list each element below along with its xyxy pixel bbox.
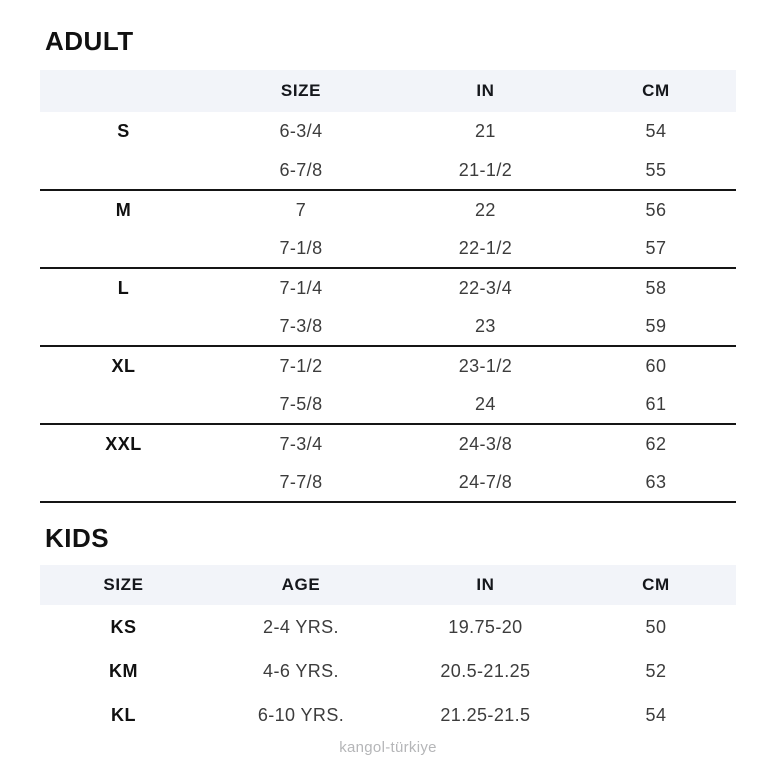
col-header-blank (40, 70, 207, 112)
cell-in: 22-3/4 (458, 277, 513, 298)
cell-in: 23 (475, 315, 496, 336)
cell-cm: 60 (645, 355, 667, 376)
table-row (40, 463, 736, 502)
cell-in: 23-1/2 (458, 355, 513, 376)
table-row (40, 307, 736, 346)
cell-in: 21-1/2 (458, 159, 513, 180)
col-header-age: AGE (207, 565, 395, 605)
cell-in: 24 (475, 393, 496, 414)
table-row (40, 649, 736, 693)
table-row (40, 112, 736, 151)
cell-size: 7-1/2 (279, 355, 323, 376)
col-header-size: SIZE (207, 70, 395, 112)
cell-cm: 63 (645, 471, 667, 492)
col-header-in: IN (395, 565, 576, 605)
cell-size: 7-3/4 (279, 433, 323, 454)
size-label-blank (40, 151, 207, 190)
cell-cm: 50 (645, 616, 667, 637)
header-row (40, 565, 736, 605)
col-header-size: SIZE (40, 565, 207, 605)
size-group-m (40, 190, 736, 268)
cell-cm: 55 (645, 159, 667, 180)
size-group-l (40, 268, 736, 346)
adult-size-table (40, 70, 736, 503)
kids-size-table (40, 565, 736, 737)
cell-in: 24-3/8 (458, 433, 513, 454)
cell-age: 4-6 YRS. (263, 660, 339, 681)
size-group-xxl (40, 424, 736, 502)
cell-in: 22 (475, 199, 496, 220)
cell-cm: 54 (645, 121, 667, 141)
cell-cm: 54 (645, 704, 667, 725)
size-group-xl (40, 346, 736, 424)
table-row (40, 385, 736, 424)
cell-cm: 57 (645, 237, 667, 258)
kids-table-body (40, 605, 736, 737)
cell-cm: 58 (645, 277, 667, 298)
cell-age: 6-10 YRS. (257, 704, 345, 725)
size-label: KL (111, 704, 137, 725)
adult-section-title: ADULT (45, 26, 134, 56)
size-label-blank (40, 229, 207, 268)
cell-in: 19.75-20 (448, 616, 523, 637)
cell-in: 24-7/8 (458, 471, 513, 492)
size-label: XL (111, 355, 136, 376)
table-row (40, 190, 736, 229)
size-label-blank (40, 385, 207, 424)
size-label: M (115, 199, 132, 220)
table-row (40, 424, 736, 463)
size-label: L (117, 277, 130, 298)
cell-in: 20.5-21.25 (440, 660, 531, 681)
size-label: KS (110, 616, 137, 637)
cell-cm: 61 (645, 393, 667, 414)
cell-size: 7-5/8 (279, 393, 323, 414)
size-label: S (117, 121, 130, 141)
cell-in: 21.25-21.5 (440, 704, 531, 725)
kids-section-title: KIDS (45, 523, 110, 553)
cell-cm: 59 (645, 315, 667, 336)
cell-size: 6-7/8 (279, 159, 323, 180)
cell-in: 22-1/2 (458, 237, 513, 258)
cell-size: 7-1/4 (279, 277, 323, 298)
cell-age: 2-4 YRS. (263, 616, 339, 637)
size-label: KM (109, 660, 139, 681)
cell-size: 7-3/8 (279, 315, 323, 336)
col-header-in: IN (395, 70, 576, 112)
cell-cm: 52 (645, 660, 667, 681)
size-label-blank (40, 307, 207, 346)
cell-size: 7-1/8 (279, 237, 323, 258)
table-row (40, 151, 736, 190)
site-watermark: kangol-türkiye (339, 739, 437, 756)
cell-in: 21 (475, 121, 496, 141)
cell-cm: 56 (645, 199, 667, 220)
cell-size: 7-7/8 (279, 471, 323, 492)
cell-size: 6-3/4 (279, 121, 323, 141)
table-row (40, 693, 736, 737)
header-row (40, 70, 736, 112)
adult-table-header (40, 70, 736, 112)
table-row (40, 346, 736, 385)
size-group-s (40, 112, 736, 190)
col-header-cm: CM (576, 565, 736, 605)
table-row (40, 229, 736, 268)
size-label-blank (40, 463, 207, 502)
table-row (40, 268, 736, 307)
table-row (40, 605, 736, 649)
cell-size: 7 (295, 199, 307, 220)
kids-table-header (40, 565, 736, 605)
size-label: XXL (105, 433, 142, 454)
cell-cm: 62 (645, 433, 667, 454)
col-header-cm: CM (576, 70, 736, 112)
